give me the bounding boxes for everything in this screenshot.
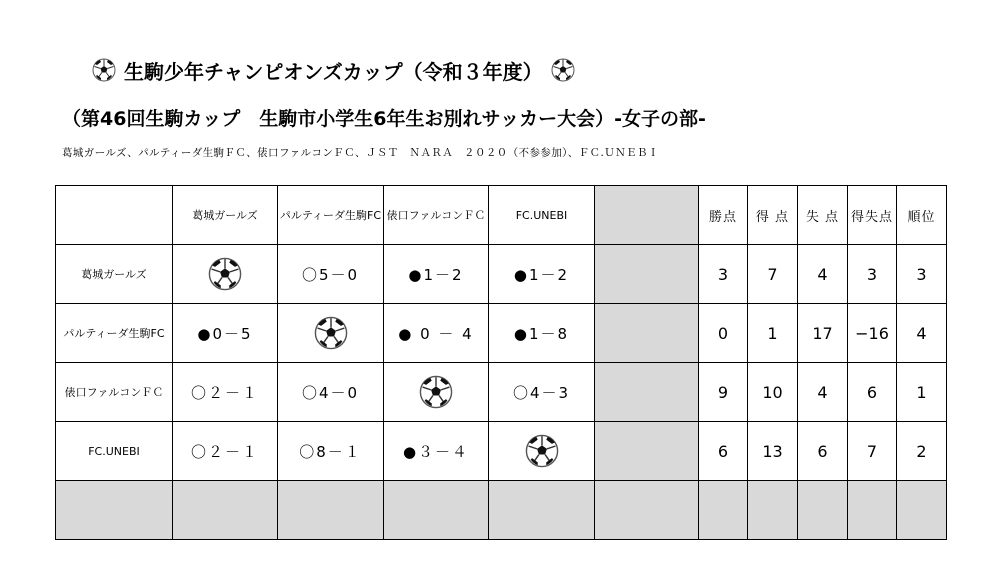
column-header-goals-for: 得 点 [748,186,798,245]
match-result: 〇4－0 [278,363,384,422]
table-row [56,422,947,481]
soccer-ball-icon [92,58,116,82]
diagonal-cell [489,422,595,481]
empty-cell [173,481,278,540]
empty-cell [748,481,798,540]
soccer-ball-icon [419,375,453,409]
empty-cell [595,245,699,304]
empty-cell [384,481,489,540]
match-result: ●1－2 [489,245,595,304]
column-header-team: 俵口ファルコンＦＣ [384,186,489,245]
column-header-rank: 順位 [897,186,947,245]
goals-for: 7 [748,245,798,304]
goals-for: 1 [748,304,798,363]
row-team-name: 葛城ガールズ [56,245,173,304]
goals-against: 17 [798,304,848,363]
match-result: 〇２－１ [173,363,278,422]
title-line [92,54,575,86]
column-header-team: FC.UNEBI [489,186,595,245]
soccer-ball-icon [208,257,242,291]
header-row [56,186,947,245]
goals-for: 13 [748,422,798,481]
table-row [56,245,947,304]
empty-cell [798,481,848,540]
rank: 4 [897,304,947,363]
empty-cell [897,481,947,540]
empty-row [56,481,947,540]
table-row [56,304,947,363]
match-result: ●1－8 [489,304,595,363]
goal-difference: 6 [848,363,897,422]
row-team-name: FC.UNEBI [56,422,173,481]
match-result: 〇5－0 [278,245,384,304]
corner-cell [56,186,173,245]
goals-for: 10 [748,363,798,422]
participating-teams: 葛城ガールズ、パルティーダ生駒ＦＣ、俵口ファルコンＦＣ、ＪＳＴ ＮＡＲＡ ２０２０（不参参加）、ＦＣ.ＵＮＥＢＩ [62,147,659,159]
empty-cell [595,422,699,481]
column-header-goal-difference: 得失点 [848,186,897,245]
points: 3 [699,245,748,304]
column-header-points: 勝点 [699,186,748,245]
page-subtitle: （第46回生駒カップ 生駒市小学生6年生お別れサッカー大会）-女子の部- [62,108,706,130]
empty-cell [595,481,699,540]
match-result: ●1－2 [384,245,489,304]
column-header-goals-against: 失 点 [798,186,848,245]
diagonal-cell [278,304,384,363]
rank: 2 [897,422,947,481]
soccer-ball-icon [525,434,559,468]
empty-cell [278,481,384,540]
empty-cell [56,481,173,540]
goal-difference: −16 [848,304,897,363]
goals-against: 6 [798,422,848,481]
empty-cell [489,481,595,540]
match-result: ●0－5 [173,304,278,363]
diagonal-cell [173,245,278,304]
row-team-name: 俵口ファルコンＦＣ [56,363,173,422]
match-result: 〇8－１ [278,422,384,481]
points: 9 [699,363,748,422]
rank: 3 [897,245,947,304]
match-result: 〇２－１ [173,422,278,481]
empty-cell [699,481,748,540]
match-result: ● 0 － 4 [384,304,489,363]
empty-cell [595,363,699,422]
points: 6 [699,422,748,481]
empty-cell [595,304,699,363]
goals-against: 4 [798,245,848,304]
row-team-name: パルティーダ生駒FC [56,304,173,363]
column-header-team: パルティーダ生駒FC [278,186,384,245]
rank: 1 [897,363,947,422]
goal-difference: 3 [848,245,897,304]
column-header-team: 葛城ガールズ [173,186,278,245]
soccer-ball-icon [551,58,575,82]
match-result: 〇4－3 [489,363,595,422]
goal-difference: 7 [848,422,897,481]
diagonal-cell [384,363,489,422]
table-row [56,363,947,422]
column-header-empty [595,186,699,245]
page-title: 生駒少年チャンピオンズカップ（令和３年度） [124,59,543,84]
soccer-ball-icon [314,316,348,350]
points: 0 [699,304,748,363]
empty-cell [848,481,897,540]
standings-table [55,185,947,540]
goals-against: 4 [798,363,848,422]
match-result: ●３－４ [384,422,489,481]
